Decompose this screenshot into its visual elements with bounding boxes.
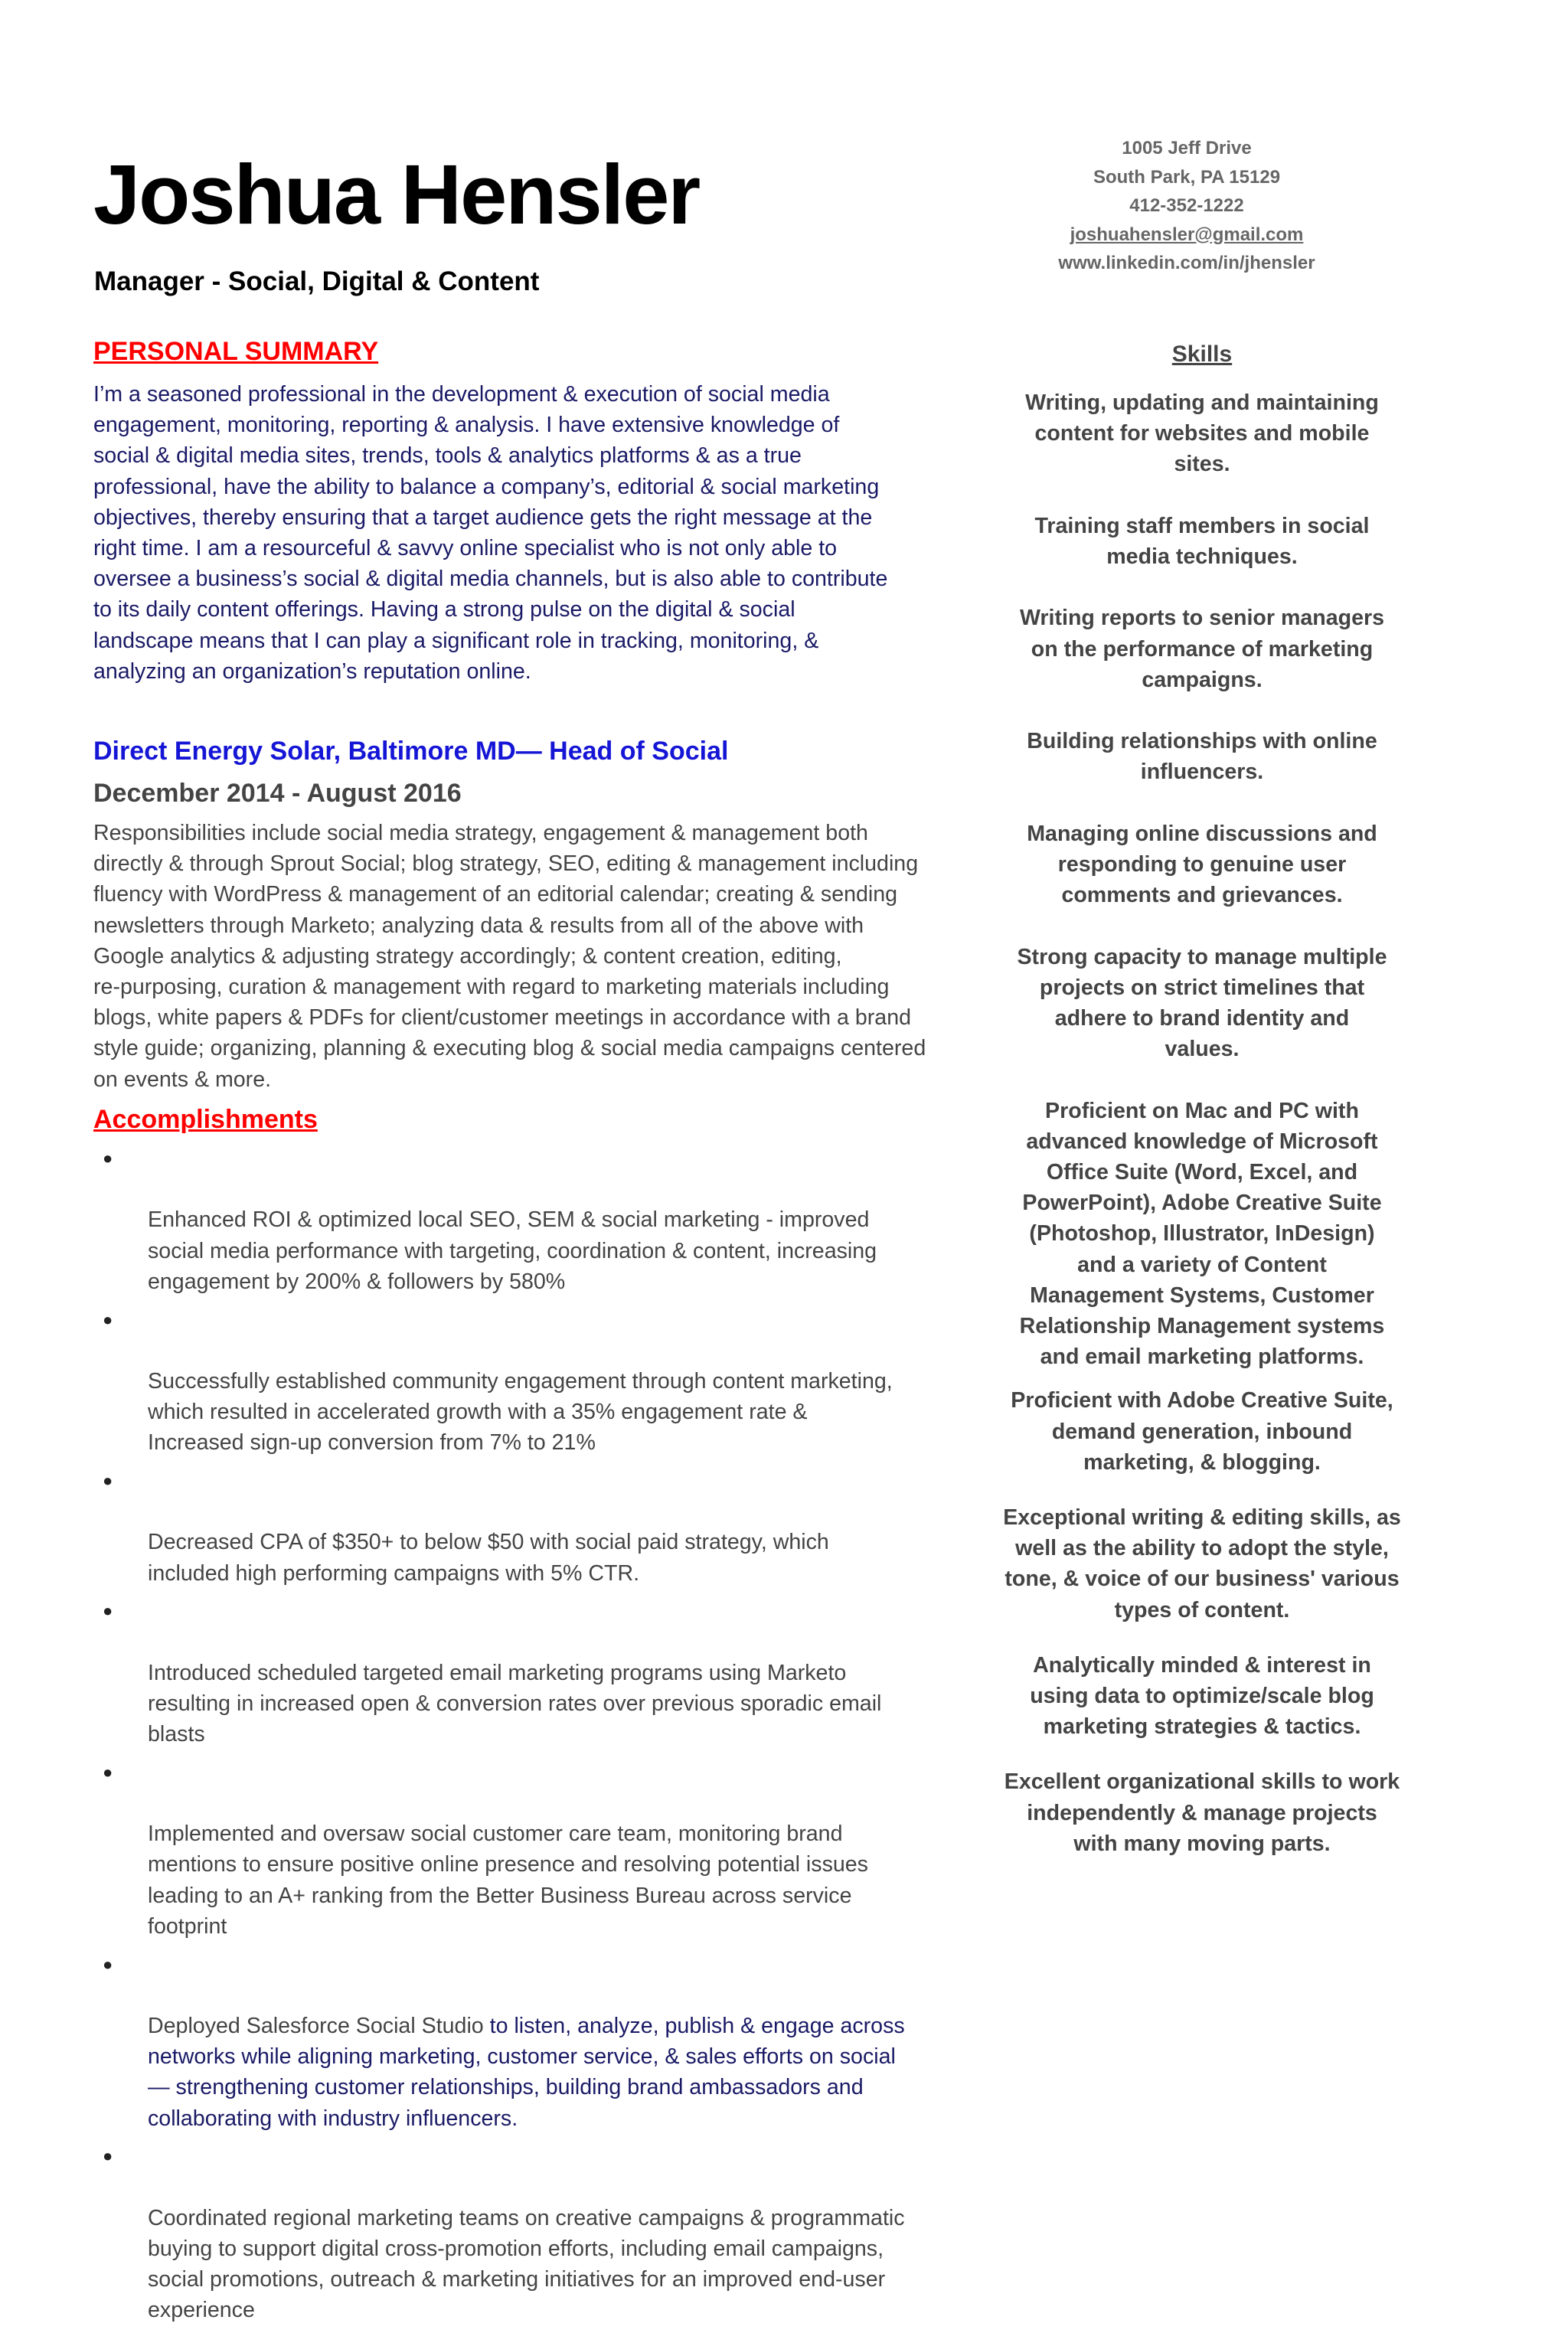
- skill-item: Training staff members in social media techniques.: [1034, 513, 1370, 569]
- personal-summary-text: I’m a seasoned professional in the development & execution of social media engagement, monitoring, reporting & analysis. I have extensive knowledge of social & digital media sites, trends, tools & analytics platforms & as a true professional, have the ability to balance a company’s, editorial & social marketing objectives, thereby ensuring that a target audience gets the right message at the right time. I am a resourceful & savvy online specialist who is not only able to oversee a business’s social & digital media channels, but is also able to contribute to its daily content offerings. Having a strong pulse on the digital & social landscape means that I can play a significant role in tracking, monitoring, & analyzing an organization’s reputation online.: [93, 382, 888, 684]
- skill-item: Writing, updating and maintaining content for websites and mobile sites.: [1025, 390, 1379, 477]
- skill-item: Managing online discussions and responding to genuine user comments and grievances.: [1027, 821, 1377, 908]
- candidate-name: Joshua Hensler: [93, 148, 700, 242]
- accomplishment-item: [93, 1949, 966, 2134]
- accomplishment-item: [93, 1143, 966, 1297]
- accomplishment-item: [93, 1465, 966, 1589]
- job-title: Direct Energy Solar, Baltimore MD— Head of Social: [93, 737, 729, 766]
- accomplishment-item: [93, 1596, 966, 1750]
- skill-item: Excellent organizational skills to work independently & manage projects with many moving parts.: [1004, 1769, 1400, 1856]
- accomplishment-item: [93, 1757, 966, 1942]
- skill-item: Exceptional writing & editing skills, as well as the ability to adopt the style, tone, & voice of our business' various types of content.: [1003, 1505, 1401, 1622]
- job-dates: December 2014 - August 2016: [93, 779, 462, 808]
- accomplishment-text-rest: to listen, analyze, publish & engage across networks while aligning marketing, customer service, & sales efforts on social — strengthening customer relationships, building brand ambassadors and collaborating with industry influencers.: [148, 2013, 905, 2131]
- skill-item: Strong capacity to manage multiple projects on strict timelines that adhere to brand identity and values.: [1017, 944, 1387, 1062]
- contact-block: [1026, 134, 1348, 278]
- accomplishment-text-lead: Deployed Salesforce Social Studio: [148, 2013, 484, 2038]
- accomplishment-item: [93, 2141, 966, 2325]
- bullet-icon: ●: [103, 1954, 113, 1974]
- accomplishments-heading: Accomplishments: [93, 1105, 318, 1134]
- address-line-2: South Park, PA 15129: [1093, 166, 1281, 188]
- bullet-icon: ●: [103, 1601, 113, 1621]
- skill-item: Analytically minded & interest in using data to optimize/scale blog marketing strategies & tactics.: [1030, 1652, 1374, 1740]
- skill-item: Proficient on Mac and PC with advanced knowledge of Microsoft Office Suite (Word, Excel, and PowerPoint), Adobe Creative Suite (Photoshop, Illustrator, InDesign) and a variety of Content Management Systems, Customer Relationship Management systems and email marketing platforms.: [1019, 1098, 1385, 1370]
- accomplishment-text: Implemented and oversaw social customer care team, monitoring brand mentions to ensure positive online presence and resolving potential issues leading to an A+ ranking from the Better Business Bureau across service footprint: [148, 1822, 868, 1939]
- skills-heading: Skills: [1171, 341, 1233, 367]
- accomplishment-item: [93, 1305, 966, 1459]
- address-line-1: 1005 Jeff Drive: [1122, 138, 1252, 158]
- linkedin-url: www.linkedin.com/in/jhensler: [1058, 253, 1315, 273]
- skill-item: Proficient with Adobe Creative Suite, demand generation, inbound marketing, & blogging.: [1011, 1388, 1393, 1475]
- accomplishment-text: Successfully established community engagement through content marketing, which resulted in accelerated growth with a 35% engagement rate & Increased sign-up conversion from 7% to 21%: [148, 1368, 893, 1456]
- accomplishment-text: Introduced scheduled targeted email marketing programs using Marketo resulting in increased open & conversion rates over previous sporadic email blasts: [148, 1660, 882, 1747]
- job-subtitle: Manager - Social, Digital & Content: [94, 266, 540, 296]
- bullet-icon: ●: [103, 2146, 113, 2166]
- bullet-icon: ●: [103, 1149, 113, 1168]
- accomplishment-text: Decreased CPA of $350+ to below $50 with social paid strategy, which included high performing campaigns with 5% CTR.: [148, 1530, 829, 1586]
- bullet-icon: ●: [103, 1762, 113, 1782]
- email-link[interactable]: joshuahensler@gmail.com: [1070, 224, 1304, 245]
- bullet-icon: ●: [103, 1309, 113, 1329]
- skills-list: [995, 387, 1409, 1859]
- accomplishments-list: [93, 1143, 966, 2333]
- phone-number: 412-352-1222: [1129, 195, 1244, 216]
- bullet-icon: ●: [103, 1471, 113, 1491]
- personal-summary-heading: PERSONAL SUMMARY: [93, 337, 379, 366]
- skill-item: Writing reports to senior managers on the performance of marketing campaigns.: [1019, 606, 1385, 692]
- job-description: Responsibilities include social media strategy, engagement & management both directly & through Sprout Social; blog strategy, SEO, editing & management including fluency with WordPress & management of an editorial calendar; creating & sending newsletters through Marketo; analyzing data & results from all of the above with Google analytics & adjusting strategy accordingly; & content creation, editing, re-purposing, curation & management with regard to marketing materials including blogs, white papers & PDFs for client/customer meetings in accordance with a brand style guide; organizing, planning & executing blog & social media campaigns centered on events & more.: [93, 821, 926, 1092]
- skill-item: Building relationships with online influencers.: [1027, 729, 1377, 785]
- accomplishment-text: Enhanced ROI & optimized local SEO, SEM & social marketing - improved social media performance with targeting, coordination & content, increasing engagement by 200% & followers by 580%: [148, 1207, 877, 1294]
- accomplishment-text: Coordinated regional marketing teams on creative campaigns & programmatic buying to support digital cross-promotion efforts, including email campaigns, social promotions, outreach & marketing initiatives for an improved end-user experience: [148, 2205, 905, 2323]
